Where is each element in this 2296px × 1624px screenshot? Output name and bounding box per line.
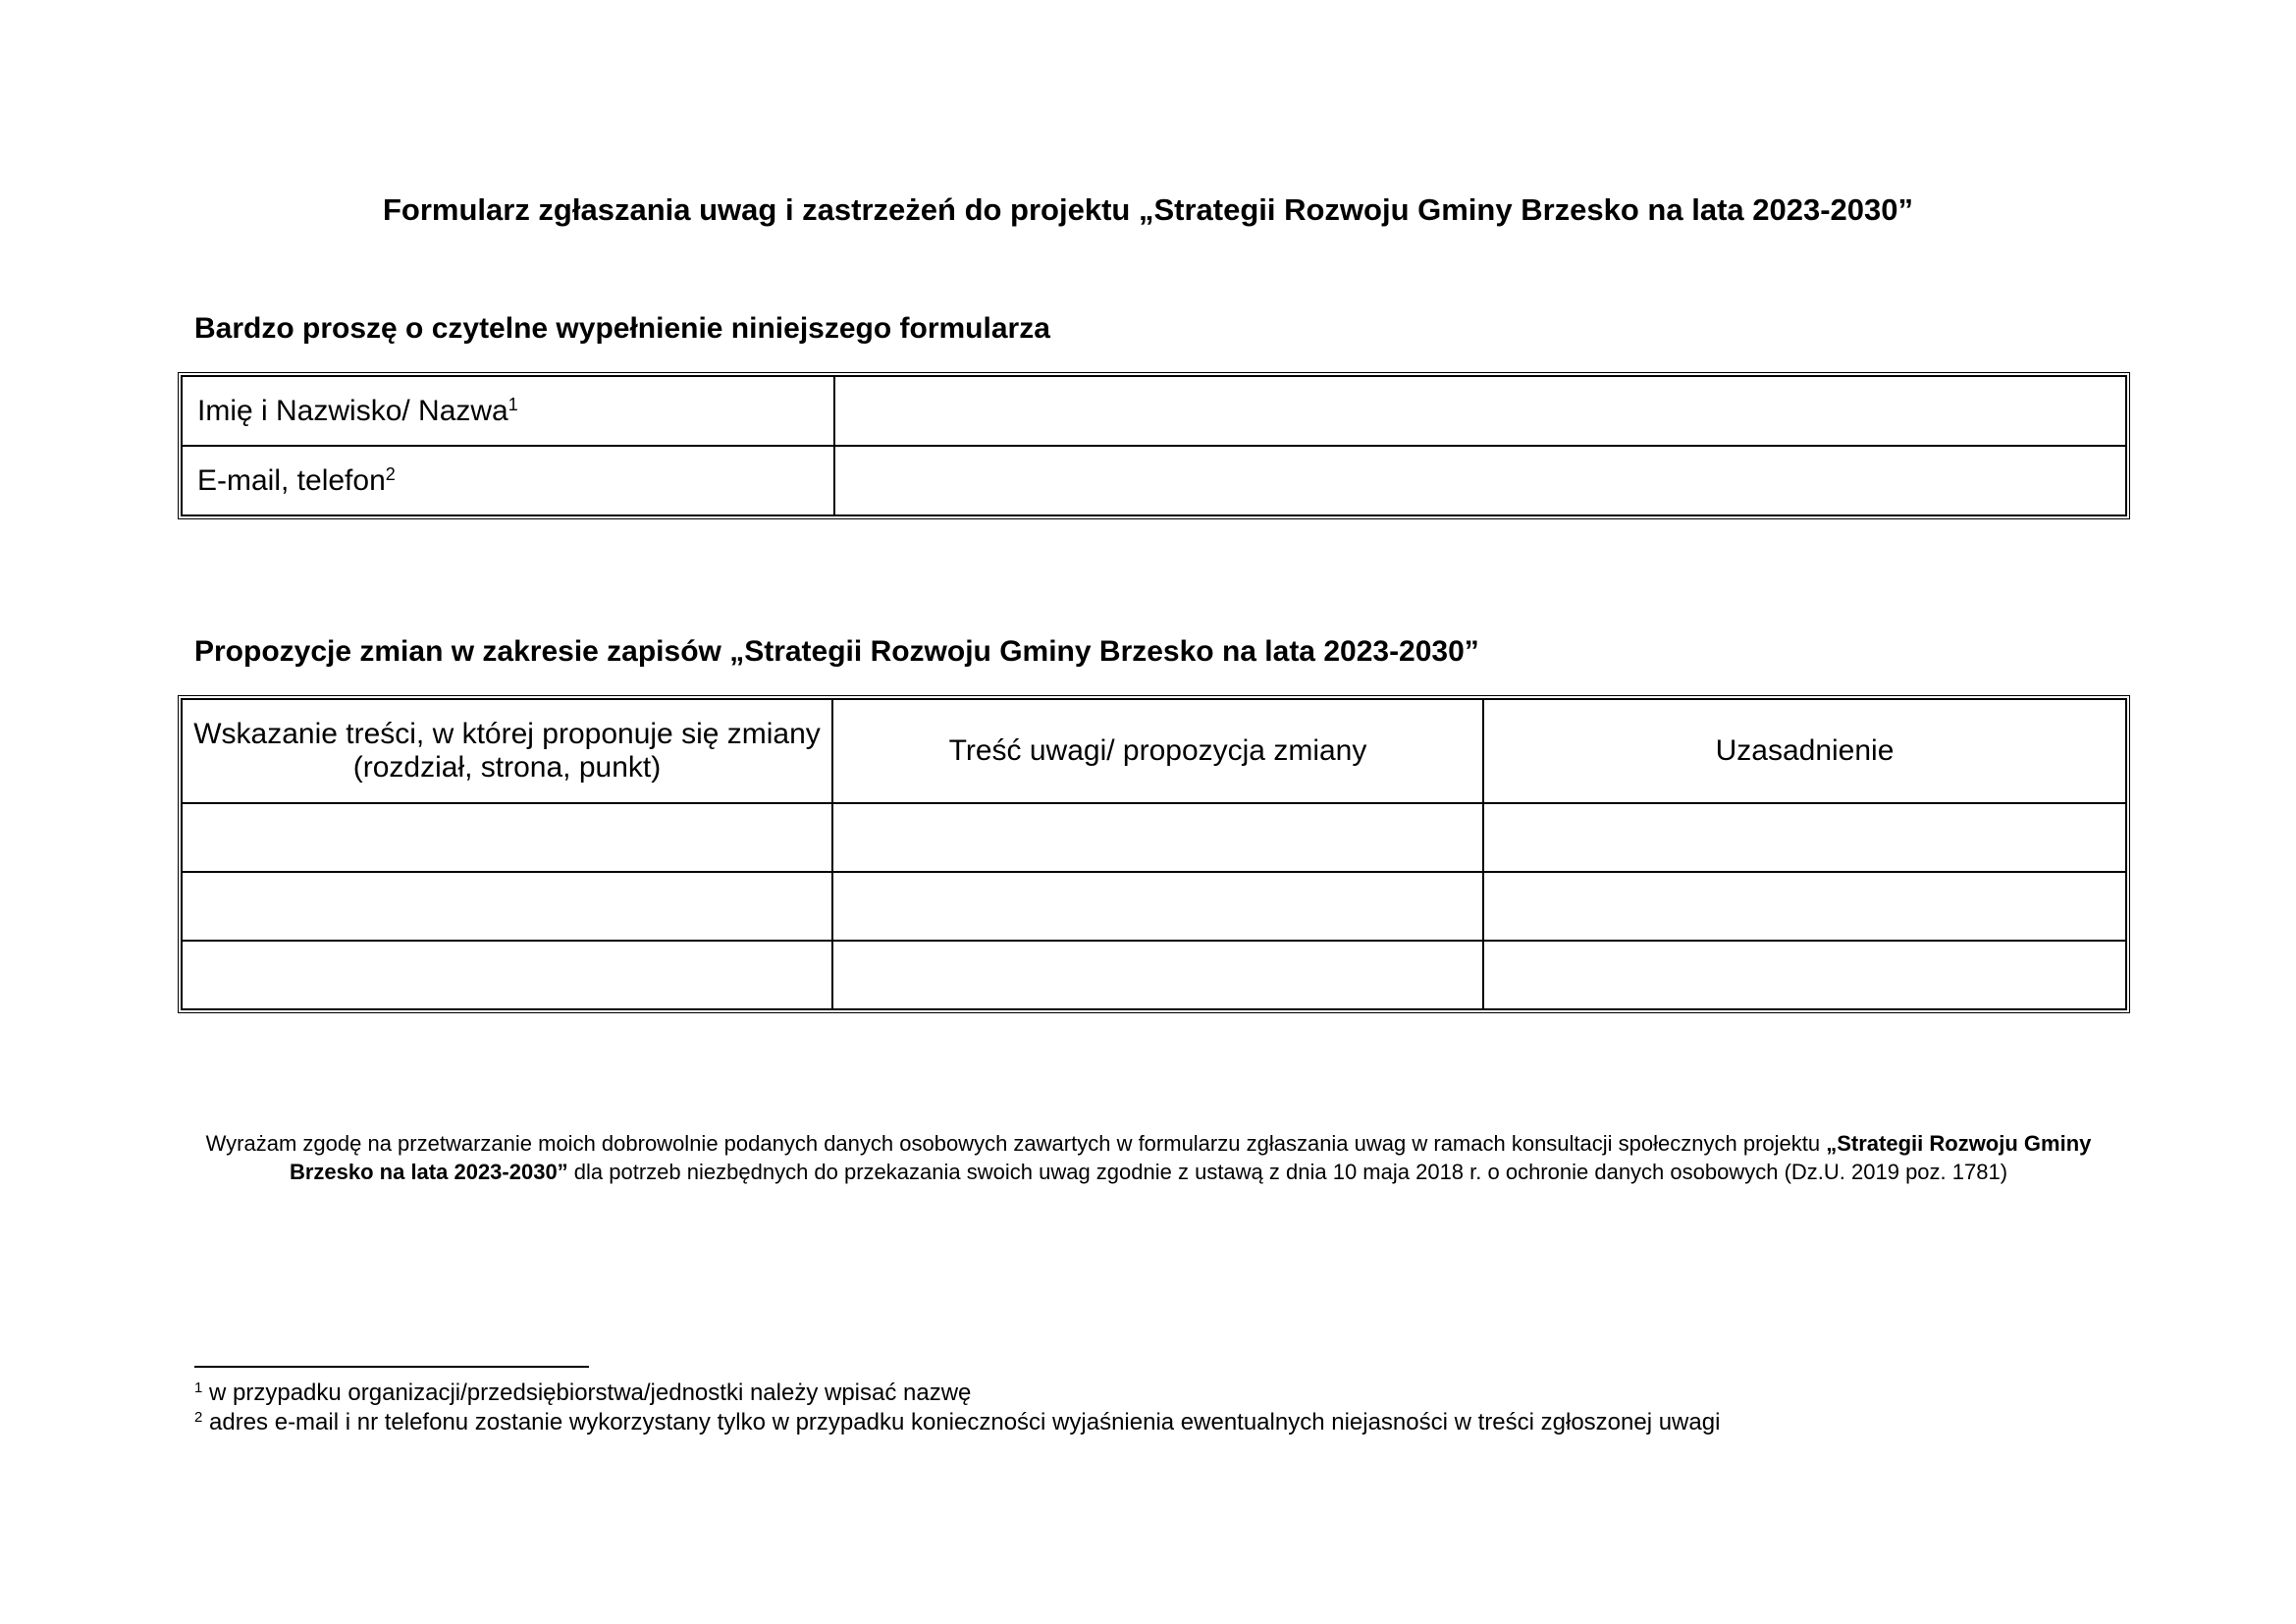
cell[interactable] [832,803,1483,872]
footnote-ref: 1 [507,394,518,414]
label-text: Imię i Nazwisko/ Nazwa [197,394,508,427]
proposals-table [178,695,2130,1013]
footnote-number: 1 [194,1380,203,1396]
table-row [182,376,2126,446]
consent-statement [177,1129,2120,1186]
footnote-separator [194,1366,589,1368]
cell[interactable] [832,872,1483,941]
contact-label [182,446,834,515]
table-row [182,446,2126,515]
cell[interactable] [182,872,832,941]
section2-heading: Propozycje zmian w zakresie zapisów „Strategii Rozwoju Gminy Brzesko na lata 2023-2030” [194,635,1479,668]
table-row [182,941,2126,1009]
cell[interactable] [1483,803,2126,872]
contact-field[interactable] [834,446,2126,515]
column-header: Treść uwagi/ propozycja zmiany [832,699,1483,803]
table-row [182,803,2126,872]
footnote-number: 2 [194,1409,203,1426]
column-header: Wskazanie treści, w której proponuje się zmiany (rozdział, strona, punkt) [182,699,832,803]
cell[interactable] [1483,872,2126,941]
column-header: Uzasadnienie [1483,699,2126,803]
consent-text: dla potrzeb niezbędnych do przekazania swoich uwag zgodnie z ustawą z dnia 10 maja 2018 r. o ochronie danych osobowych (Dz.U. 2019 poz. 1781) [567,1160,2008,1184]
table-row [182,872,2126,941]
name-label [182,376,834,446]
header-row [182,699,2126,803]
footnote-1 [194,1380,971,1407]
cell[interactable] [1483,941,2126,1009]
consent-strategy-name: „Strategii Rozwoju Gminy Brzesko na lata 2023-2030” [289,1131,2092,1184]
footnote-text: w przypadku organizacji/przedsiębiorstwa/jednostki należy wpisać nazwę [202,1380,972,1406]
footnote-ref: 2 [385,463,396,484]
label-text: E-mail, telefon [197,463,386,497]
personal-data-table [178,372,2130,519]
footnote-2 [194,1409,1720,1436]
name-field[interactable] [834,376,2126,446]
cell[interactable] [832,941,1483,1009]
cell[interactable] [182,941,832,1009]
cell[interactable] [182,803,832,872]
footnote-text: adres e-mail i nr telefonu zostanie wykorzystany tylko w przypadku konieczności wyjaśnienia ewentualnych niejasności w treści zgłoszonej uwagi [202,1409,1721,1435]
consent-text: Wyrażam zgodę na przetwarzanie moich dobrowolnie podanych danych osobowych zawartych w formularzu zgłaszania uwag w ramach konsultacji społecznych projektu [205,1131,1827,1156]
section1-heading: Bardzo proszę o czytelne wypełnienie niniejszego formularza [194,312,1050,345]
form-title: Formularz zgłaszania uwag i zastrzeżeń do projektu „Strategii Rozwoju Gminy Brzesko na lata 2023-2030” [382,192,1914,227]
